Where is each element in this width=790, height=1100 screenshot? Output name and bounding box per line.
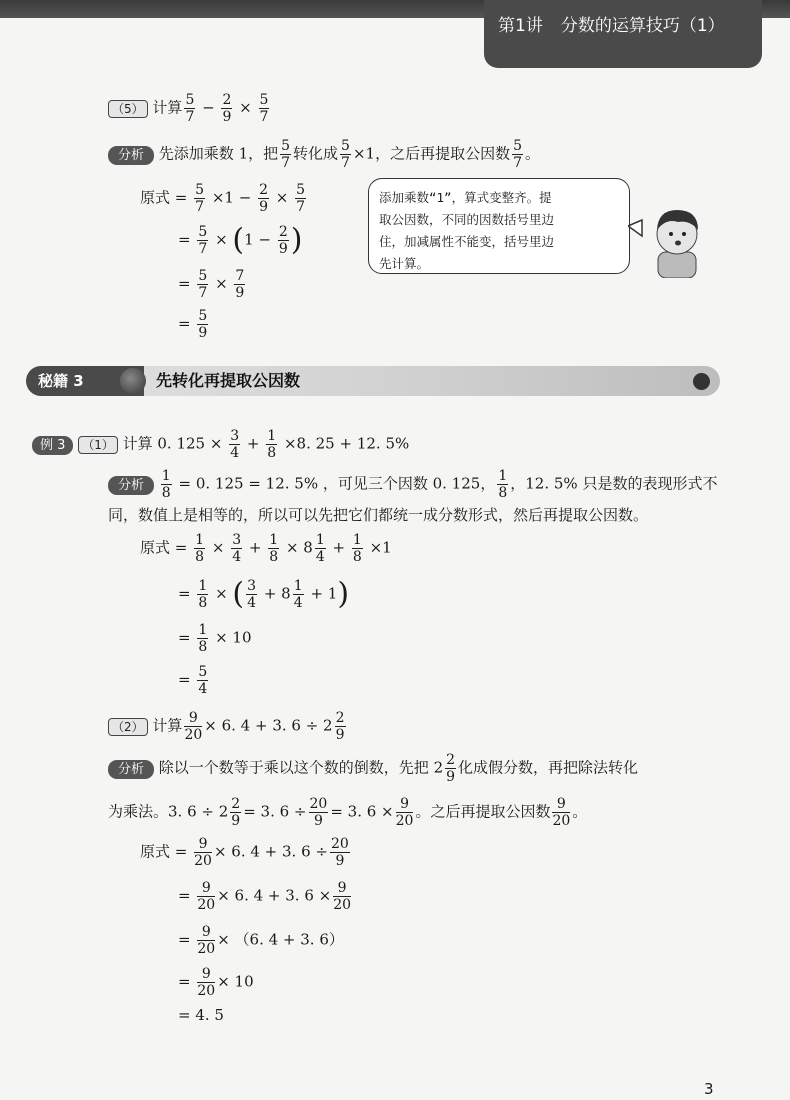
op: × 8 — [285, 538, 313, 557]
step: = $\frac{9}{20}$ × 6. 4 + 3. 6 × $\frac{9}{20}$ — [178, 880, 352, 913]
op: × 10 — [215, 628, 252, 647]
analysis-ex3-2: 分析 除以一个数等于乘以这个数的倒数，先把 2 $\frac{2}{9}$ 化成假分数，再把除法转化 — [108, 752, 638, 785]
step-lead: 原式 = — [140, 188, 188, 207]
eq: = — [178, 314, 191, 333]
eq: = — [178, 628, 191, 647]
analysis-ex3-2-line2: 为乘法。3. 6 ÷ 2 $\frac{2}{9}$ = 3. 6 ÷ $\frac{20}{9}$ = 3. 6 × $\frac{9}{20}$ 。之后再提取公因数 $\frac{9}{20}$ 。 — [108, 796, 588, 829]
problem-number: （5） — [108, 100, 148, 118]
problem-number: （1） — [78, 436, 118, 454]
analysis-text: 同，数值上是相等的，所以可以先把它们都统一成分数形式，然后再提取公因数。 — [108, 506, 649, 524]
step: = $\frac{5}{7}$ × (1 − $\frac{2}{9}$ ) — [178, 222, 303, 258]
analysis-tag: 分析 — [108, 146, 154, 165]
eq: = — [178, 584, 191, 603]
example-3-p1: 例 3 （1） 计算 0. 125 × $\frac{3}{4}$ + $\frac{1}{8}$ ×8. 25 + 12. 5% — [32, 428, 409, 461]
step: = $\frac{9}{20}$ × （6. 4 + 3. 6） — [178, 924, 344, 957]
analysis-text: = 3. 6 ÷ — [243, 802, 307, 821]
analysis-text: 。之后再提取公因数 — [415, 802, 551, 821]
op: × — [211, 538, 225, 557]
analysis-text: 除以一个数等于乘以这个数的倒数，先把 2 — [158, 758, 444, 777]
chapter-header — [484, 0, 762, 68]
step-text: 1 − — [244, 230, 272, 249]
step-text: × （6. 4 + 3. 6） — [217, 930, 344, 949]
step-final: = 4. 5 — [178, 1006, 224, 1024]
boy-illustration-icon — [628, 196, 708, 278]
step: 原式 = $\frac{5}{7}$ ×1 − $\frac{2}{9}$ × $\frac{5}{7}$ — [140, 182, 306, 215]
analysis-text: 化成假分数，再把除法转化 — [458, 758, 639, 777]
problem-rest: ×8. 25 + 12. 5% — [283, 434, 410, 453]
banner-label: 秘籍 3 — [26, 366, 144, 396]
op: + — [332, 538, 346, 557]
eq: = — [178, 670, 191, 689]
analysis-text: = 3. 6 × — [330, 802, 394, 821]
problem-rest: × 6. 4 + 3. 6 ÷ 2 — [204, 716, 333, 735]
problem-prompt: 计算 0. 125 × — [122, 434, 223, 453]
eq: = — [178, 886, 191, 905]
example-tag: 例 3 — [32, 436, 73, 455]
step-text: × 6. 4 + 3. 6 ÷ — [213, 842, 328, 861]
problem-prompt: 计算 — [152, 716, 183, 735]
op: + — [248, 538, 262, 557]
analysis-text: 为乘法。3. 6 ÷ 2 — [108, 802, 229, 821]
step-lead: 原式 = — [140, 538, 188, 557]
analysis-tag: 分析 — [108, 476, 154, 495]
problem-prompt: 计算 — [152, 98, 183, 117]
chapter-title: 分数的运算技巧（1） — [560, 16, 725, 36]
step: = $\frac{1}{8}$ × ( $\frac{3}{4}$ + 8 $\frac{1}{4}$ + 1) — [178, 576, 350, 612]
step-text: × — [215, 274, 228, 293]
analysis-text: ×1，之后再提取公因数 — [352, 144, 511, 163]
banner-title: 先转化再提取公因数 — [156, 371, 301, 390]
step-lead: 原式 = — [140, 842, 188, 861]
op: + — [246, 434, 260, 453]
problem-5: （5） 计算 $\frac{5}{7}$ − $\frac{2}{9}$ × $\frac{5}{7}$ — [108, 92, 271, 125]
analysis-tag: 分析 — [108, 760, 154, 779]
bubble-line: 住，加减属性不能变，括号里边 — [379, 234, 555, 249]
problem-number: （2） — [108, 718, 148, 736]
op: + 1 — [310, 584, 338, 603]
step-text: × 10 — [217, 972, 254, 991]
section-banner — [26, 366, 720, 396]
analysis-text: 先添加乘数 1，把 — [158, 144, 279, 163]
step-text: × 6. 4 + 3. 6 × — [217, 886, 332, 905]
op: + 8 — [263, 584, 291, 603]
analysis-text: 。 — [525, 144, 541, 163]
banner-dot-icon — [693, 373, 710, 390]
banner-circle-icon — [120, 368, 146, 394]
step-text: ×1 − — [211, 188, 252, 207]
eq: = — [178, 972, 191, 991]
analysis-ex3-1: 分析 $\frac{1}{8}$ = 0. 125 = 12. 5% ，可见三个因数 0. 125， $\frac{1}{8}$ ，12. 5% 只是数的表现形式不 — [108, 468, 717, 501]
bubble-line: 取公因数，不同的因数括号里边 — [379, 212, 555, 227]
step: = $\frac{9}{20}$ × 10 — [178, 966, 254, 999]
step-text: × — [215, 230, 228, 249]
page-number: 3 — [704, 1080, 714, 1098]
eq: = — [178, 230, 191, 249]
eq: = — [178, 274, 191, 293]
analysis-text: ，12. 5% 只是数的表现形式不 — [510, 474, 718, 493]
bubble-line: 添加乘数“1”，算式变整齐。提 — [379, 190, 552, 205]
chapter-number: 第1讲 — [498, 16, 543, 36]
step: = $\frac{1}{8}$ × 10 — [178, 622, 252, 655]
step: = $\frac{5}{9}$ — [178, 308, 208, 341]
analysis-text: 。 — [572, 802, 588, 821]
analysis-text: 转化成 — [293, 144, 339, 163]
step: 原式 = $\frac{9}{20}$ × 6. 4 + 3. 6 ÷ $\frac{20}{9}$ — [140, 836, 349, 869]
step: = $\frac{5}{4}$ — [178, 664, 208, 697]
step: = $\frac{5}{7}$ × $\frac{7}{9}$ — [178, 268, 245, 301]
eq: = — [178, 930, 191, 949]
analysis-5: 分析 先添加乘数 1，把 $\frac{5}{7}$ 转化成 $\frac{5}{7}$ ×1，之后再提取公因数 $\frac{5}{7}$ 。 — [108, 138, 540, 171]
step: 原式 = $\frac{1}{8}$ × $\frac{3}{4}$ + $\frac{1}{8}$ × 8 $\frac{1}{4}$ + $\frac{1}{8}$ ×1 — [140, 532, 392, 565]
op: × — [215, 584, 228, 603]
analysis-text: = 0. 125 = 12. 5% ，可见三个因数 0. 125， — [178, 474, 496, 493]
example-3-p2: （2） 计算 $\frac{9}{20}$ × 6. 4 + 3. 6 ÷ 2 $\frac{2}{9}$ — [108, 710, 348, 743]
speech-bubble — [368, 178, 630, 274]
bubble-line: 先计算。 — [379, 256, 430, 271]
